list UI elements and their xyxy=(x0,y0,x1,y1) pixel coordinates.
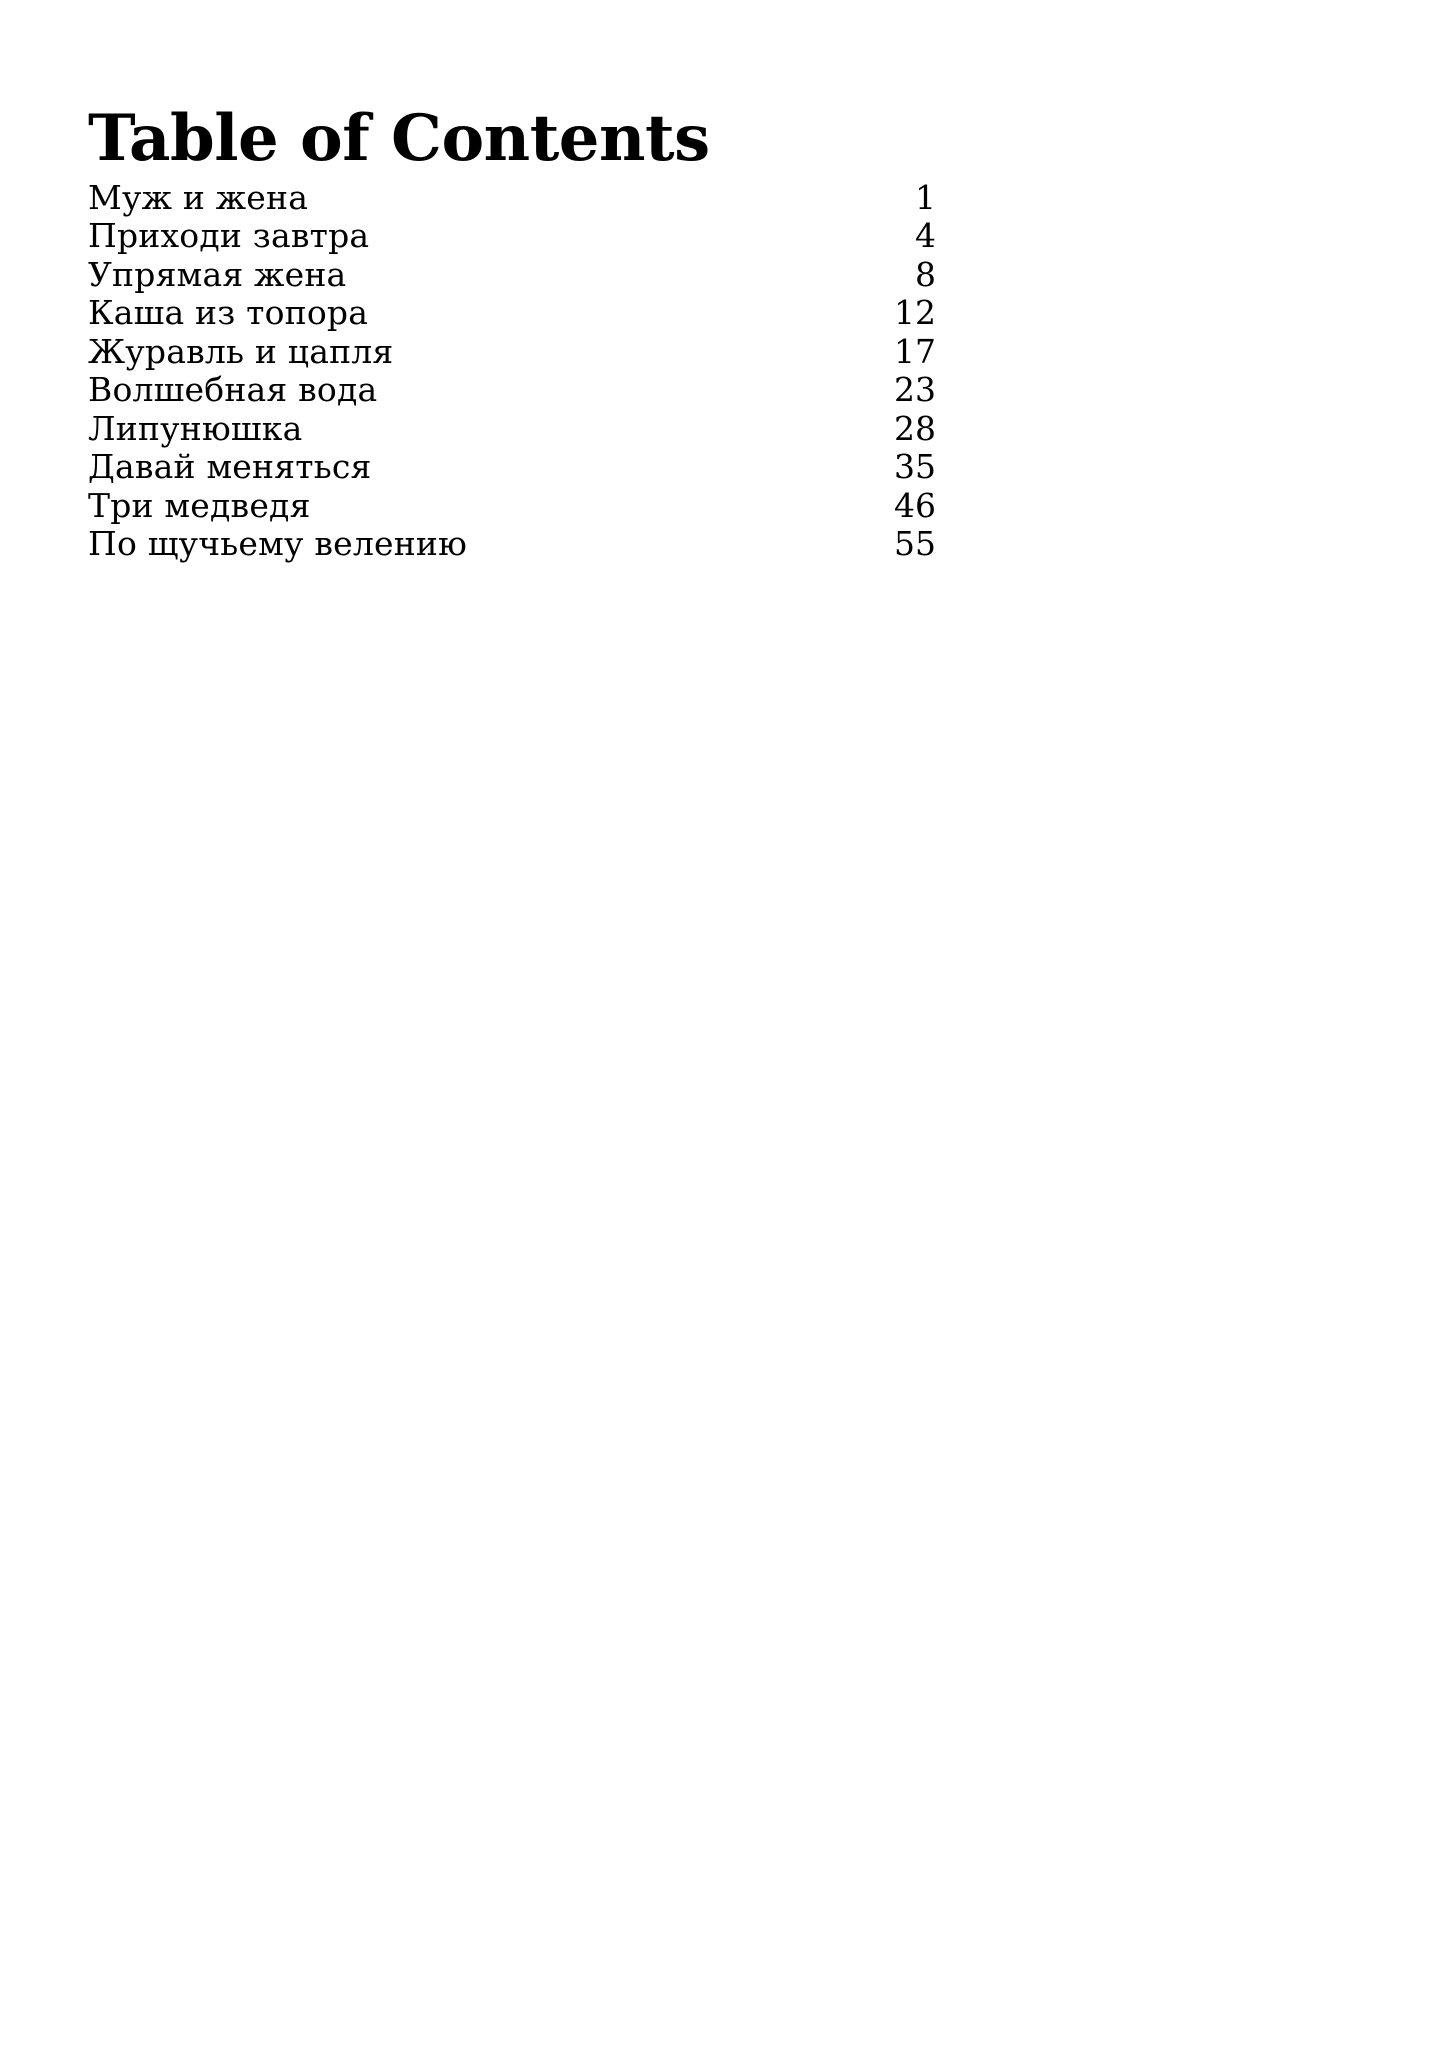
toc-entry-page-number: 12 xyxy=(894,293,936,333)
toc-entry-page-number: 8 xyxy=(915,254,936,294)
toc-entry[interactable] xyxy=(88,217,936,256)
toc-entry-page-number: 1 xyxy=(915,177,936,217)
toc-entry-page-number: 55 xyxy=(894,524,936,564)
toc-entry[interactable] xyxy=(88,410,936,449)
toc-entry[interactable] xyxy=(88,487,936,526)
toc-entry-title: Три медведя xyxy=(88,485,311,525)
toc-entry-title: Приходи завтра xyxy=(88,216,370,256)
toc-entry-list xyxy=(88,179,936,564)
toc-entry[interactable] xyxy=(88,256,936,295)
toc-entry-page-number: 23 xyxy=(894,370,936,410)
toc-entry[interactable] xyxy=(88,371,936,410)
toc-entry[interactable] xyxy=(88,333,936,372)
table-of-contents xyxy=(88,101,938,564)
toc-entry-page-number: 35 xyxy=(894,447,936,487)
toc-entry-title: Муж и жена xyxy=(88,177,309,217)
toc-entry-title: Волшебная вода xyxy=(88,370,378,410)
toc-entry-title: Липунюшка xyxy=(88,408,303,448)
toc-entry[interactable] xyxy=(88,179,936,218)
toc-entry-page-number: 46 xyxy=(894,485,936,525)
toc-entry-title: Давай меняться xyxy=(88,447,372,487)
toc-entry-page-number: 28 xyxy=(894,408,936,448)
toc-entry-page-number: 4 xyxy=(915,216,936,256)
toc-entry-title: По щучьему велению xyxy=(88,524,468,564)
toc-entry[interactable] xyxy=(88,448,936,487)
page-title: Table of Contents xyxy=(88,101,710,176)
toc-entry[interactable] xyxy=(88,525,936,564)
toc-entry-title: Журавль и цапля xyxy=(88,331,394,371)
toc-entry-page-number: 17 xyxy=(894,331,936,371)
toc-entry-title: Упрямая жена xyxy=(88,254,347,294)
toc-entry-title: Каша из топора xyxy=(88,293,369,333)
toc-entry[interactable] xyxy=(88,294,936,333)
